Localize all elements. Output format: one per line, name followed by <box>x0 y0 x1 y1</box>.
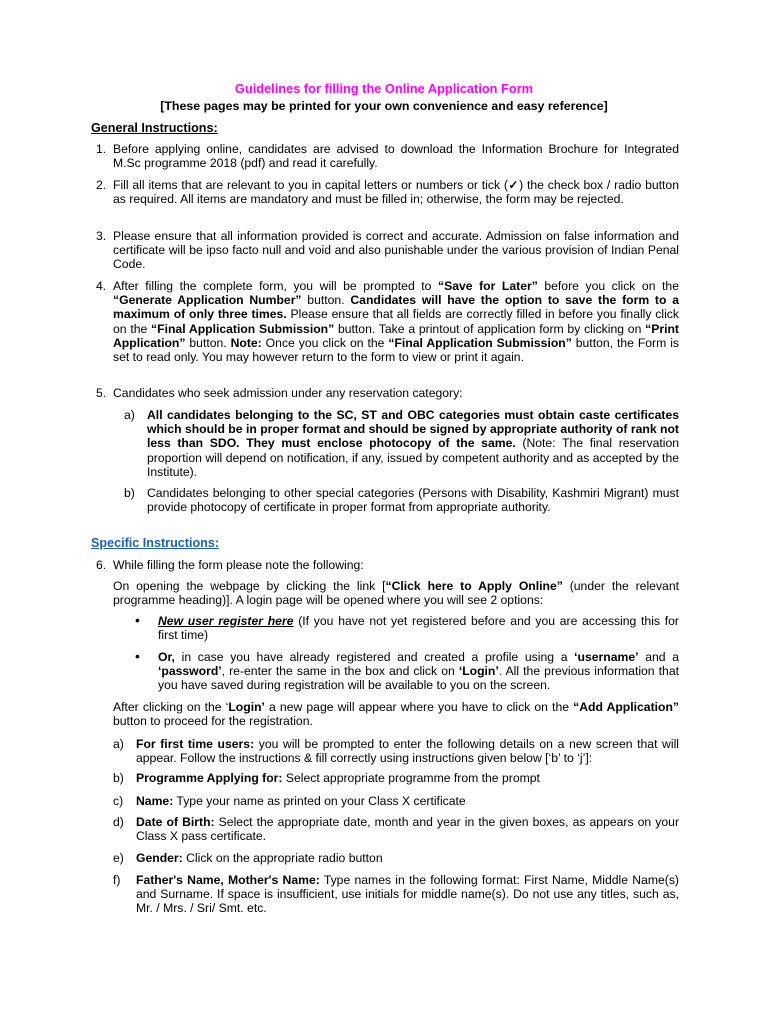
after-login-text-c: a new page will appear where you have to click on the <box>264 700 574 714</box>
bullet-2: • <box>135 648 140 664</box>
apply-online-link-label: “Click here to Apply Online” <box>385 579 563 593</box>
general-instructions-heading: General Instructions: <box>91 121 218 135</box>
caste-certificate-requirement: All candidates belonging to the SC, ST and OBC categories must obtain caste certificates which should be in proper format and should be signed by appropriate authority of rank not less than SDO. They must enclose photocopy of the same. <box>147 408 679 451</box>
item-number-6: 6. <box>96 558 107 572</box>
step-first-time-users <box>136 737 679 765</box>
instruction-4-text-c: before you click on the <box>537 279 679 293</box>
login-label-2: Login’ <box>228 700 265 714</box>
after-login-text-e: button to proceed for the registration. <box>113 714 313 729</box>
password-label: ‘password’ <box>158 664 222 679</box>
first-time-users-label: For first time users: <box>136 737 255 751</box>
special-category-note: Candidates belonging to other special categories (Persons with Disability, Kashmiri Migrant) must provide photocopy of certificate in proper format from appropriate authority. <box>147 486 679 515</box>
opening-text-c: (under the relevant programme heading)]. A login page will be opened where you will see 2 options: <box>113 579 679 608</box>
instruction-6-text: While filling the form please note the following: <box>113 558 364 572</box>
instruction-4-text-e: button. <box>301 293 351 308</box>
step-label-d: d) <box>113 815 124 829</box>
step-gender <box>136 851 679 865</box>
existing-user-text-b: in case you have already registered and created a profile using a <box>174 650 575 664</box>
final-submission-label-2: “Final Application Submission” <box>388 335 572 350</box>
document-title: Guidelines for filling the Online Application Form <box>234 81 534 96</box>
instruction-5-text: Candidates who seek admission under any reservation category: <box>113 386 463 400</box>
instruction-4-text-g: Please ensure that all fields are correctly filled in before you finally click on the <box>113 307 679 336</box>
instruction-2 <box>113 178 679 206</box>
username-label: ‘username’ <box>574 650 639 664</box>
save-limit-note: Candidates will have the option to save the form to a maximum of only three times. <box>113 293 679 322</box>
after-login-text-a: After clicking on the ‘ <box>113 700 229 714</box>
step-programme <box>136 771 679 785</box>
item-number-4: 4. <box>96 279 107 293</box>
instruction-3-text: Please ensure that all information provided is correct and accurate. Admission on false information and certificate will be ipso facto null and void and also punishable under the various provision of Indian Penal Code. <box>113 229 679 272</box>
name-label: Name: <box>136 794 174 808</box>
add-application-label: “Add Application” <box>573 700 679 714</box>
specific-instructions-heading: Specific Instructions: <box>91 536 220 550</box>
step-label-b: b) <box>113 771 124 785</box>
instruction-1 <box>113 142 679 170</box>
reservation-note-b <box>147 486 679 514</box>
opening-text-a: On opening the webpage by clicking the link [ <box>113 579 386 593</box>
name-text: Type your name as printed on your Class X certificate <box>173 794 466 808</box>
new-user-register-label: New user register here <box>158 614 294 628</box>
instruction-2-text-a: Fill all items that are relevant to you in capital letters or numbers or tick ( <box>113 178 508 192</box>
first-time-users-text: you will be prompted to enter the following details on a new screen that will appear. Follow the instructions & fill correctly using instructions given below [‘b’ to ‘j’]: <box>136 737 679 766</box>
document-subtitle: [These pages may be printed for your own convenience and easy reference] <box>160 99 608 113</box>
gender-label: Gender: <box>136 851 183 865</box>
instruction-4-text-a: After filling the complete form, you will be prompted to <box>113 279 438 293</box>
existing-user-text-f: , re-enter the same in the box and click on <box>221 664 459 679</box>
instruction-4 <box>113 279 679 364</box>
sub-label-b: b) <box>124 486 135 500</box>
tick-mark: ✓ <box>507 178 520 192</box>
programme-text: Select appropriate programme from the prompt <box>282 771 540 785</box>
step-label-e: e) <box>113 851 124 865</box>
item-number-2: 2. <box>96 178 107 192</box>
sub-label-a: a) <box>124 408 135 422</box>
note-label: Note: <box>230 335 262 350</box>
step-label-c: c) <box>113 794 124 808</box>
parents-names-label: Father's Name, Mother's Name: <box>136 873 320 887</box>
parents-names-text: Type names in the following format: First Name, Middle Name(s) and Surname. If space is insufficient, use initials for middle name(s). Do not use any titles, such as, Mr. / Mrs. / Sri/ Smt. etc. <box>136 873 679 916</box>
date-of-birth-label: Date of Birth: <box>136 815 215 829</box>
step-name <box>136 794 679 808</box>
reservation-note-a <box>147 408 679 479</box>
instruction-3 <box>113 229 679 272</box>
programme-label: Programme Applying for: <box>136 771 283 785</box>
existing-user-option <box>158 650 679 693</box>
instruction-4-text-k: button. <box>185 335 231 350</box>
new-user-option-text: (If you have not yet registered before and you are accessing this for first time) <box>158 614 679 643</box>
instruction-4-text-o: button, the Form is set to read only. You may however return to the form to view or print it again. <box>113 335 679 365</box>
item-number-3: 3. <box>96 229 107 243</box>
generate-application-number-label: “Generate Application Number” <box>113 293 302 308</box>
reservation-proportion-note: (Note: The final reservation proportion will depend on notification, if any, issued by competent authority and as accepted by the Institute). <box>147 436 679 479</box>
existing-user-text-d: and a <box>638 650 679 664</box>
step-date-of-birth <box>136 815 679 843</box>
login-label: ‘Login’ <box>458 664 499 679</box>
step-label-a: a) <box>113 737 124 751</box>
bullet-1: • <box>135 612 140 628</box>
instruction-4-text-i: button. Take a printout of application form by clicking on <box>334 321 646 336</box>
gender-text: Click on the appropriate radio button <box>182 851 383 865</box>
save-for-later-label: “Save for Later” <box>438 279 538 293</box>
instruction-5 <box>113 386 679 400</box>
final-submission-label-1: “Final Application Submission” <box>151 321 335 336</box>
instruction-2-text-b: ) the check box / radio button as required. All items are mandatory and must be filled in; otherwise, the form may be rejected. <box>113 178 679 207</box>
after-login-paragraph <box>113 700 679 728</box>
instruction-1-text: Before applying online, candidates are advised to download the Information Brochure for Integrated M.Sc programme 2018 (pdf) and read it carefully. <box>113 142 679 171</box>
instruction-6 <box>113 558 679 572</box>
opening-webpage-paragraph <box>113 579 679 607</box>
print-application-label: “Print Application” <box>113 321 679 350</box>
step-label-f: f) <box>113 873 121 887</box>
or-label: Or, <box>158 650 175 664</box>
new-user-option <box>158 614 679 642</box>
date-of-birth-text: Select the appropriate date, month and year in the given boxes, as appears on your Class X pass certificate. <box>136 815 680 844</box>
instruction-4-text-m: Once you click on the <box>261 335 389 350</box>
step-parents-names <box>136 873 679 916</box>
item-number-1: 1. <box>96 142 107 156</box>
existing-user-text-h: . All the previous information that you have saved during registration will be available to you on the screen. <box>158 664 679 693</box>
item-number-5: 5. <box>96 386 107 400</box>
